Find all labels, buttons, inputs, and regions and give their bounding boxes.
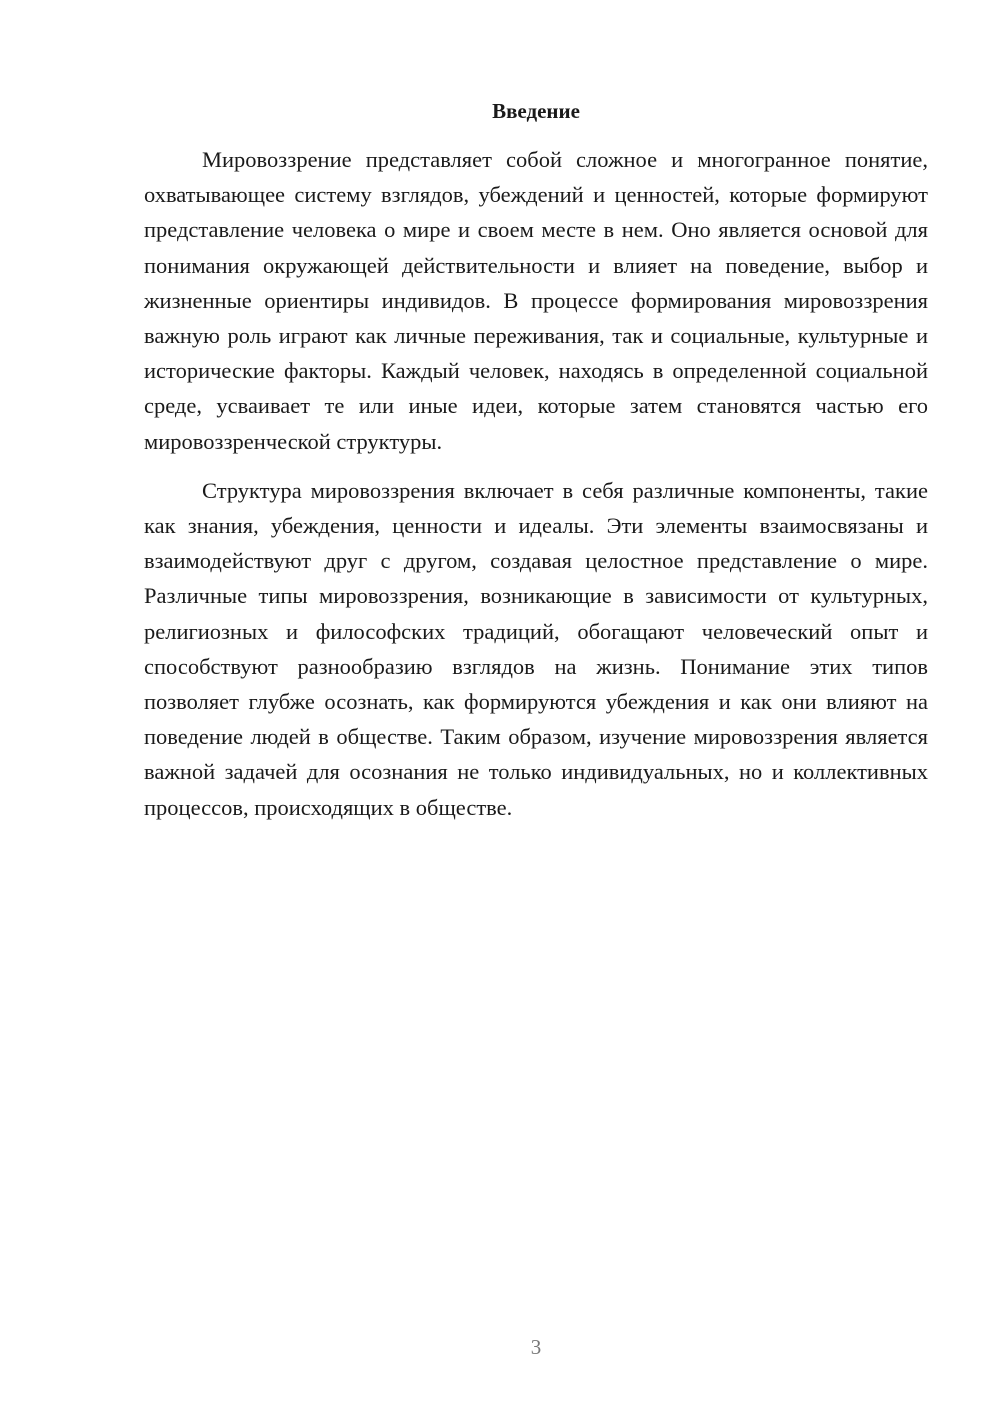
page-number: 3 (530, 1335, 542, 1359)
body-text (144, 142, 928, 825)
paragraph-2: Структура мировоззрения включает в себя различные компоненты, такие как знания, убеждения, ценности и идеалы. Эти элементы взаимосвязаны и взаимодействуют друг с другом, создавая целостное представление о мире. Различные типы мировоззрения, возникающие в зависимости от культурных, религиозных и философских традиций, обогащают человеческий опыт и способствуют разнообразию взглядов на жизнь. Понимание этих типов позволяет глубже осознать, как формируются убеждения и как они влияют на поведение людей в обществе. Таким образом, изучение мировоззрения является важной задачей для осознания не только индивидуальных, но и коллективных процессов, происходящих в обществе. (144, 477, 928, 820)
paragraph-1: Мировоззрение представляет собой сложное и многогранное понятие, охватывающее систему взглядов, убеждений и ценностей, которые формируют представление человека о мире и своем месте в нем. Оно является основой для понимания окружающей действительности и влияет на поведение, выбор и жизненные ориентиры индивидов. В процессе формирования мировоззрения важную роль играют как личные переживания, так и социальные, культурные и исторические факторы. Каждый человек, находясь в определенной социальной среде, усваивает те или иные идеи, которые затем становятся частью его мировоззренческой структуры. (144, 147, 928, 454)
section-title: Введение (492, 99, 580, 123)
